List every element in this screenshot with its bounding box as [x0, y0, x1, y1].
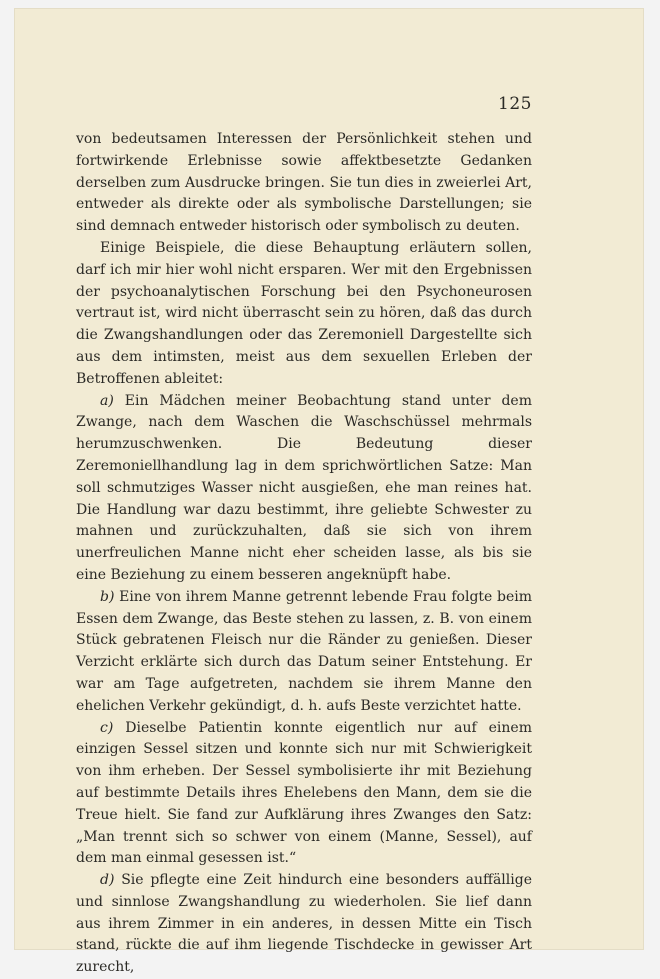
paragraph-example-c: [76, 718, 532, 871]
example-label: a): [100, 392, 114, 409]
paragraph-intro: [76, 129, 532, 238]
body-text: [76, 129, 532, 979]
paragraph-text: Sie pflegte eine Zeit hindurch eine besonders auffällige und sinnlose Zwangshandlung zu wiederholen. Sie lief dann aus ihrem Zimmer in ein anderes, in dessen Mitte ein Tisch stand, rückte die auf ihm liegende Tischdecke in gewisser Art zurecht,: [76, 872, 532, 976]
example-label: c): [100, 719, 114, 736]
book-page: [14, 8, 644, 976]
paragraph-examples: [76, 238, 532, 391]
paragraph-text: Dieselbe Patientin konnte eigentlich nur auf einem einzigen Sessel sitzen und konnte sich nur mit Schwierigkeit von ihm erheben. Der Sessel symbolisierte ihr mit Beziehung auf bestimmte Details ihres Ehelebens den Mann, dem sie die Treue hielt. Sie fand zur Aufklärung ihres Zwanges den Satz: „Man trennt sich so schwer von einem (Manne, Sessel), auf dem man einmal gesessen ist.“: [76, 719, 532, 867]
paragraph-text: Ein Mädchen meiner Beobachtung stand unter dem Zwange, nach dem Waschen die Waschschüssel mehrmals herumzuschwenken. Die Bedeutung dieser Zeremoniellhandlung lag in dem sprichwörtlichen Satze: Man soll schmutziges Wasser nicht ausgießen, ehe man reines hat. Die Handlung war dazu bestimmt, ihre geliebte Schwester zu mahnen und zurückzuhalten, daß sie sich von ihrem unerfreulichen Manne nicht eher scheiden lasse, als bis sie eine Beziehung zu einem besseren angeknüpft habe.: [76, 392, 532, 583]
example-label: b): [100, 588, 115, 605]
paragraph-text: von bedeutsamen Interessen der Persönlichkeit stehen und fortwirkende Erlebnisse sowie affektbesetzte Gedanken derselben zum Ausdrucke bringen. Sie tun dies in zweierlei Art, entweder als direkte oder als symbolische Darstellungen; sie sind demnach entweder historisch oder symbolisch zu deuten.: [76, 131, 532, 235]
paragraph-example-b: [76, 587, 532, 718]
paragraph-text: Einige Beispiele, die diese Behauptung erläutern sollen, darf ich mir hier wohl nicht ersparen. Wer mit den Ergebnissen der psychoanalytischen Forschung bei den Psychoneurosen vertraut ist, wird nicht überrascht sein zu hören, daß das durch die Zwangshandlungen oder das Zeremoniell Dargestellte sich aus dem intimsten, meist aus dem sexuellen Erleben der Betroffenen ableitet:: [76, 239, 532, 387]
example-label: d): [100, 872, 115, 889]
paragraph-text: Eine von ihrem Manne getrennt lebende Frau folgte beim Essen dem Zwange, das Beste stehen zu lassen, z. B. von einem Stück gebratenen Fleisch nur die Ränder zu genießen. Dieser Verzicht erklärte sich durch das Datum seiner Entstehung. Er war am Tage aufgetreten, nachdem sie ihrem Manne den ehelichen Verkehr gekündigt, d. h. aufs Beste verzichtet hatte.: [76, 588, 532, 714]
paragraph-example-d: [76, 870, 532, 979]
page-number: 125: [498, 94, 532, 114]
paragraph-example-a: [76, 391, 532, 587]
